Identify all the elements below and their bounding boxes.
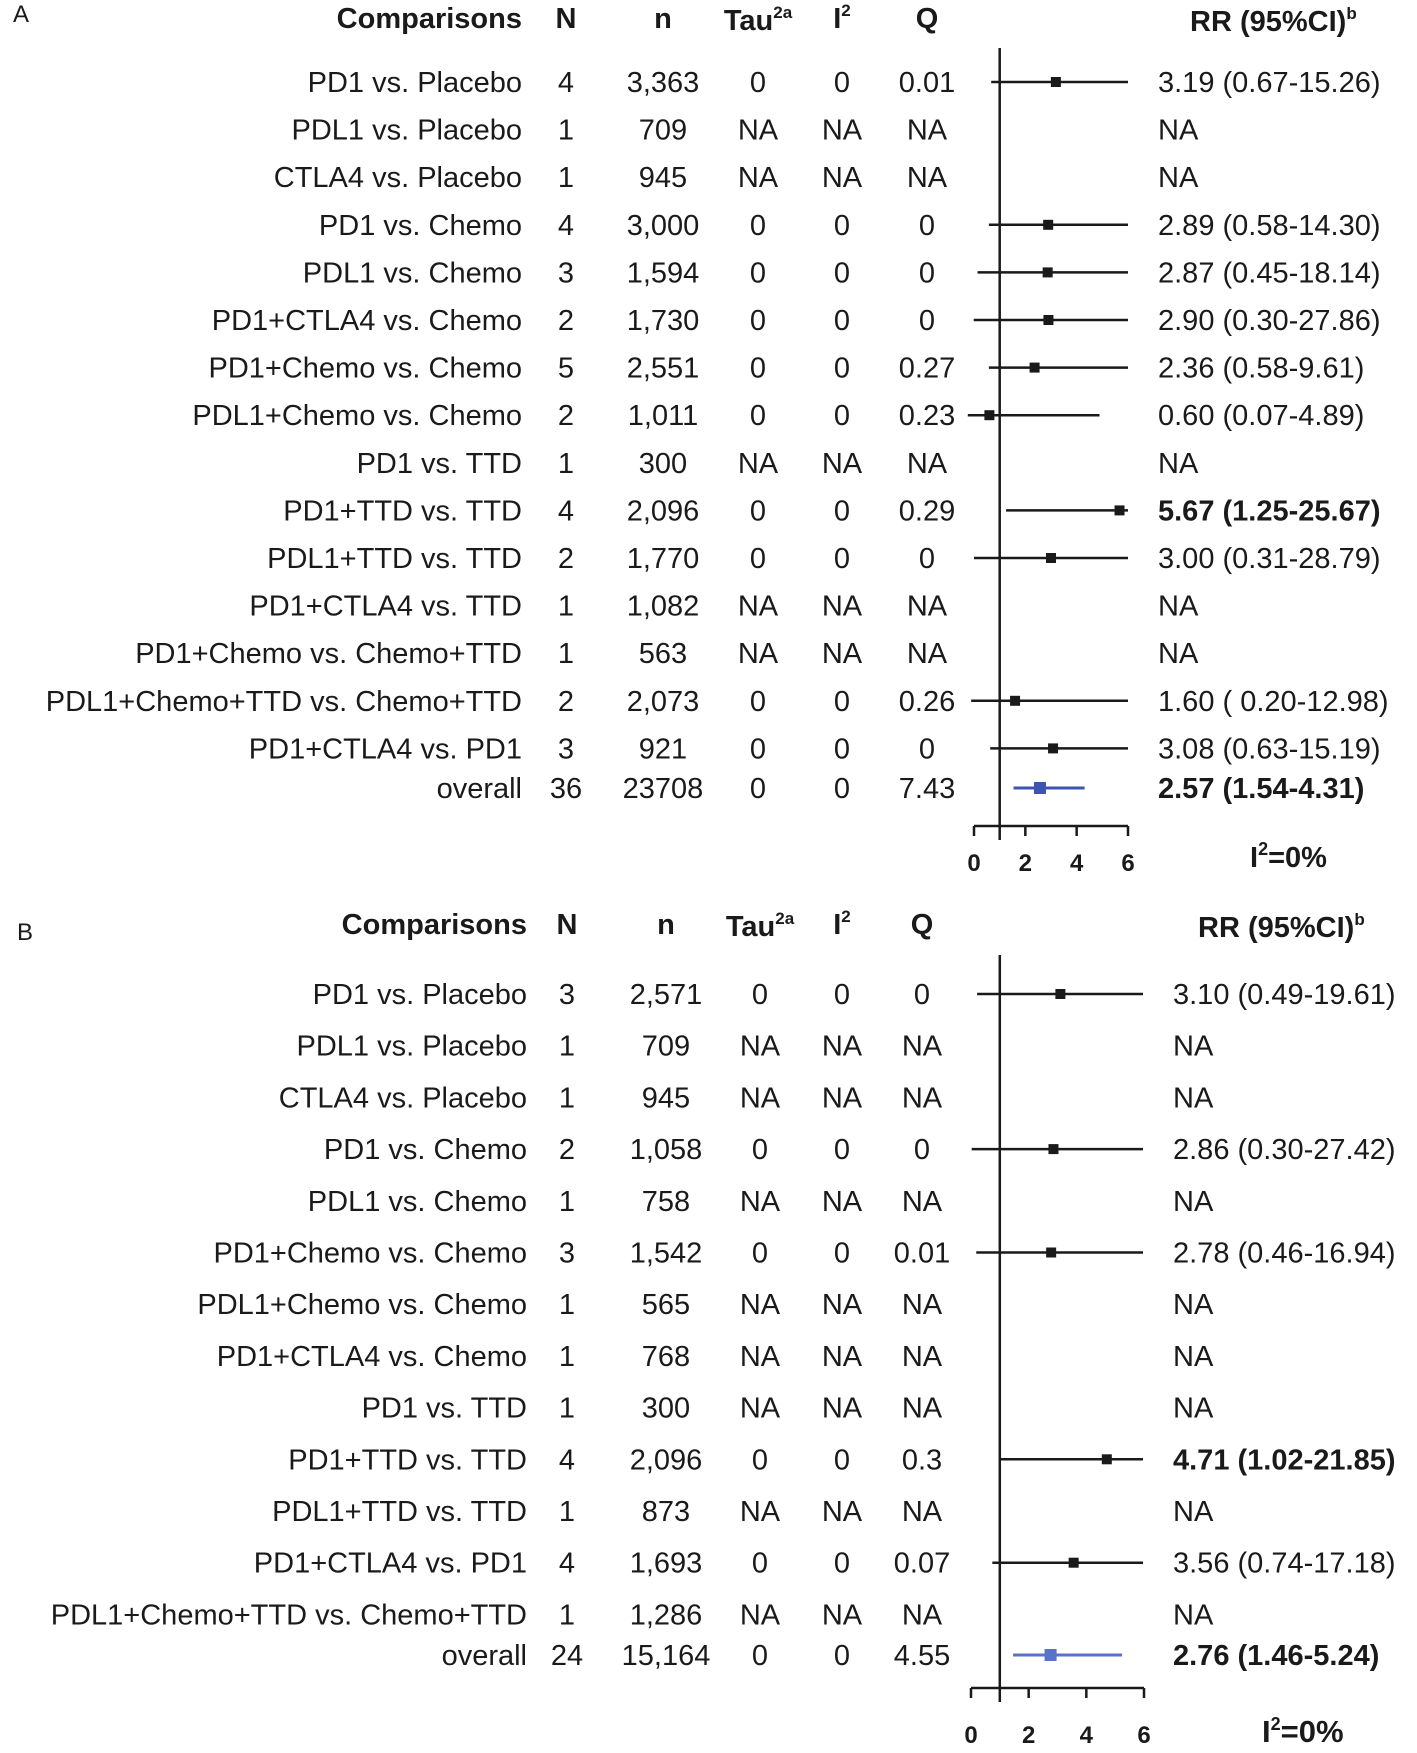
overall-n: 23708 (622, 773, 704, 805)
overall-n: 15,164 (621, 1640, 711, 1672)
row-N: 1 (558, 1185, 576, 1218)
row-n: 1,594 (626, 257, 700, 290)
row-q: 0.3 (901, 1444, 943, 1477)
header-q: Q (915, 3, 939, 35)
row-rr: NA (1158, 162, 1199, 195)
row-label: PDL1+TTD vs. TTD (272, 1496, 527, 1528)
row-label: PD1+TTD vs. TTD (288, 1444, 527, 1477)
row-i2: 0 (833, 979, 851, 1011)
row-tau2: 0 (749, 257, 767, 290)
row-i2: 0 (833, 209, 851, 242)
x-tick-label: 4 (1069, 850, 1084, 877)
row-n: 2,073 (626, 685, 700, 718)
row-q: NA (906, 447, 948, 480)
row-q: 0 (918, 257, 936, 290)
row-rr: 3.08 (0.63-15.19) (1158, 733, 1381, 766)
row-label: PDL1+Chemo+TTD vs. Chemo+TTD (45, 685, 522, 718)
overall-rr: 2.57 (1.54-4.31) (1158, 773, 1365, 805)
row-label: CTLA4 vs. Placebo (278, 1082, 527, 1115)
point-estimate (1055, 989, 1065, 999)
row-i2: NA (821, 638, 863, 671)
header-comparisons: Comparisons (336, 3, 522, 35)
row-i2: NA (821, 162, 863, 195)
row-label: PDL1 vs. Placebo (291, 114, 522, 147)
row-q: NA (901, 1082, 943, 1115)
header-tau2: Tau$^{2a}$ (723, 3, 793, 37)
row-N: 1 (557, 638, 575, 671)
row-label: PD1+Chemo vs. Chemo+TTD (135, 638, 522, 671)
row-label: PD1+CTLA4 vs. Chemo (216, 1340, 527, 1373)
row-N: 3 (558, 979, 576, 1011)
row-N: 1 (558, 1496, 576, 1528)
point-estimate (1115, 505, 1125, 515)
row-N: 1 (557, 162, 575, 195)
row-N: 4 (558, 1444, 576, 1477)
row-q: NA (901, 1340, 943, 1373)
row-n: 1,693 (629, 1547, 703, 1580)
panel-label: B (17, 919, 34, 946)
header-rr: RR $(95\%CI)^b$ (1198, 910, 1365, 944)
row-rr: NA (1173, 1496, 1214, 1528)
header-i2: $I^2$ (833, 1, 851, 35)
row-rr: 3.19 (0.67-15.26) (1158, 67, 1381, 99)
row-n: 709 (641, 1030, 691, 1063)
row-label: PDL1+TTD vs. TTD (267, 543, 522, 575)
row-rr: 3.00 (0.31-28.79) (1158, 543, 1381, 575)
row-q: 0 (913, 1134, 931, 1167)
row-tau2: NA (737, 638, 779, 671)
x-tick-label: 2 (1018, 850, 1033, 877)
row-q: 0.01 (898, 67, 956, 99)
row-n: 1,770 (626, 543, 700, 575)
overall-tau2: 0 (749, 773, 767, 805)
row-rr: 2.89 (0.58-14.30) (1158, 209, 1381, 242)
row-N: 1 (557, 447, 575, 480)
row-tau2: 0 (751, 1547, 769, 1580)
row-label: PD1 vs. Chemo (323, 1134, 527, 1167)
row-q: NA (906, 638, 948, 671)
row-i2: 0 (833, 1237, 851, 1270)
row-i2: NA (821, 1496, 863, 1528)
row-N: 2 (557, 543, 575, 575)
overall-N: 36 (549, 773, 583, 805)
row-label: PD1+CTLA4 vs. TTD (249, 590, 522, 623)
row-label: PDL1 vs. Chemo (302, 257, 522, 290)
row-rr: NA (1173, 1185, 1214, 1218)
row-q: 0 (918, 733, 936, 766)
panel-label: A (13, 1, 30, 28)
row-label: PDL1+Chemo+TTD vs. Chemo+TTD (50, 1599, 527, 1632)
row-rr: NA (1173, 1082, 1214, 1115)
row-N: 1 (558, 1030, 576, 1063)
row-i2: 0 (833, 305, 851, 337)
row-rr: NA (1158, 638, 1199, 671)
row-rr: NA (1158, 590, 1199, 623)
row-rr: NA (1158, 114, 1199, 147)
header-N: N (556, 909, 578, 941)
row-n: 2,096 (626, 495, 700, 528)
row-rr: 2.90 (0.30-27.86) (1158, 305, 1381, 337)
row-tau2: 0 (749, 543, 767, 575)
row-q: NA (901, 1496, 943, 1528)
row-N: 1 (557, 590, 575, 623)
row-rr: 0.60 (0.07-4.89) (1158, 400, 1365, 433)
row-n: 921 (638, 733, 688, 766)
row-q: NA (901, 1030, 943, 1063)
row-rr: 1.60 ( 0.20-12.98) (1158, 685, 1389, 718)
row-n: 2,096 (629, 1444, 703, 1477)
row-q: NA (901, 1185, 943, 1218)
row-tau2: 0 (749, 495, 767, 528)
row-n: 758 (641, 1185, 691, 1218)
header-n: n (654, 3, 672, 35)
row-rr: 2.78 (0.46-16.94) (1173, 1237, 1396, 1270)
row-rr: 4.71 (1.02-21.85) (1173, 1444, 1396, 1477)
row-q: 0 (918, 209, 936, 242)
row-N: 1 (558, 1289, 576, 1322)
overall-label: overall (436, 773, 522, 805)
row-label: PD1 vs. Placebo (312, 979, 527, 1011)
header-n: n (657, 909, 675, 941)
row-rr: NA (1173, 1599, 1214, 1632)
row-i2: 0 (833, 352, 851, 385)
row-tau2: NA (737, 162, 779, 195)
row-label: PD1+CTLA4 vs. PD1 (248, 733, 522, 766)
row-q: 0 (918, 305, 936, 337)
row-n: 2,551 (626, 352, 700, 385)
row-label: PDL1 vs. Placebo (296, 1030, 527, 1063)
row-tau2: 0 (749, 400, 767, 433)
row-n: 709 (638, 114, 688, 147)
row-rr: 3.56 (0.74-17.18) (1173, 1547, 1396, 1580)
row-N: 2 (557, 400, 575, 433)
point-estimate (1010, 696, 1020, 706)
row-n: 1,542 (629, 1237, 703, 1270)
overall-point-estimate (1045, 1649, 1057, 1661)
row-N: 4 (557, 495, 575, 528)
overall-N: 24 (550, 1640, 584, 1672)
row-label: PD1+TTD vs. TTD (283, 495, 522, 528)
row-rr: 2.36 (0.58-9.61) (1158, 352, 1365, 385)
row-q: 0.27 (898, 352, 956, 385)
row-i2: NA (821, 1289, 863, 1322)
row-tau2: 0 (751, 1134, 769, 1167)
row-i2: NA (821, 1340, 863, 1373)
row-n: 563 (638, 638, 688, 671)
point-estimate (1046, 1248, 1056, 1258)
header-N: N (555, 3, 577, 35)
heterogeneity-label: $I^2=0\%$ (1262, 1714, 1344, 1748)
row-i2: 0 (833, 67, 851, 99)
row-tau2: NA (739, 1030, 781, 1063)
row-tau2: NA (739, 1599, 781, 1632)
row-label: PD1+CTLA4 vs. PD1 (253, 1547, 527, 1580)
row-rr: 5.67 (1.25-25.67) (1158, 495, 1381, 528)
row-label: PDL1+Chemo vs. Chemo (192, 400, 522, 433)
point-estimate (1030, 363, 1040, 373)
overall-label: overall (441, 1640, 527, 1672)
header-tau2: Tau$^{2a}$ (725, 909, 795, 943)
row-n: 300 (638, 447, 688, 480)
row-i2: NA (821, 447, 863, 480)
row-i2: 0 (833, 1134, 851, 1167)
row-tau2: 0 (751, 1237, 769, 1270)
row-N: 5 (557, 352, 575, 385)
row-rr: NA (1173, 1340, 1214, 1373)
row-q: NA (901, 1599, 943, 1632)
row-n: 3,363 (626, 67, 700, 99)
row-label: PDL1+Chemo vs. Chemo (197, 1289, 527, 1322)
row-tau2: NA (739, 1392, 781, 1425)
overall-rr: 2.76 (1.46-5.24) (1173, 1640, 1380, 1672)
row-i2: 0 (833, 733, 851, 766)
row-N: 1 (558, 1599, 576, 1632)
point-estimate (1069, 1558, 1079, 1568)
overall-tau2: 0 (751, 1640, 769, 1672)
row-n: 1,082 (626, 590, 700, 623)
row-q: 0.07 (893, 1547, 951, 1580)
x-tick-label: 6 (1137, 1722, 1151, 1748)
row-n: 3,000 (626, 209, 700, 242)
row-tau2: 0 (749, 352, 767, 385)
row-tau2: 0 (751, 1444, 769, 1477)
row-i2: 0 (833, 1444, 851, 1477)
row-i2: NA (821, 1599, 863, 1632)
row-n: 1,058 (629, 1134, 703, 1167)
row-i2: NA (821, 1030, 863, 1063)
row-tau2: 0 (749, 733, 767, 766)
row-q: 0.29 (898, 495, 956, 528)
row-label: PDL1 vs. Chemo (307, 1185, 527, 1218)
row-q: NA (906, 162, 948, 195)
x-tick-label: 2 (1021, 1722, 1036, 1748)
row-N: 1 (557, 114, 575, 147)
row-q: 0 (918, 543, 936, 575)
row-q: NA (906, 590, 948, 623)
point-estimate (1051, 77, 1061, 87)
overall-q: 4.55 (893, 1640, 951, 1672)
row-N: 2 (557, 305, 575, 337)
row-i2: NA (821, 1392, 863, 1425)
header-q: Q (910, 909, 934, 941)
overall-i2: 0 (833, 773, 851, 805)
point-estimate (1102, 1454, 1112, 1464)
row-i2: 0 (833, 257, 851, 290)
point-estimate (1046, 553, 1056, 563)
overall-i2: 0 (833, 1640, 851, 1672)
row-rr: NA (1158, 447, 1199, 480)
row-i2: 0 (833, 543, 851, 575)
row-rr: 2.86 (0.30-27.42) (1173, 1134, 1396, 1167)
point-estimate (1048, 743, 1058, 753)
row-tau2: NA (739, 1289, 781, 1322)
row-tau2: 0 (749, 209, 767, 242)
row-label: CTLA4 vs. Placebo (273, 162, 522, 195)
row-i2: NA (821, 1082, 863, 1115)
row-label: PD1+Chemo vs. Chemo (208, 352, 522, 385)
x-tick-label: 4 (1079, 1722, 1094, 1748)
x-tick-label: 6 (1121, 850, 1135, 877)
row-N: 1 (558, 1340, 576, 1373)
row-tau2: NA (739, 1496, 781, 1528)
row-tau2: NA (739, 1185, 781, 1218)
overall-q: 7.43 (898, 773, 956, 805)
overall-point-estimate (1034, 782, 1046, 794)
row-n: 565 (641, 1289, 691, 1322)
row-n: 768 (641, 1340, 691, 1373)
row-rr: NA (1173, 1030, 1214, 1063)
point-estimate (1043, 315, 1053, 325)
row-label: PD1 vs. Placebo (307, 67, 522, 99)
header-comparisons: Comparisons (341, 909, 527, 941)
row-rr: 3.10 (0.49-19.61) (1173, 979, 1396, 1011)
row-N: 1 (558, 1392, 576, 1425)
row-N: 1 (558, 1082, 576, 1115)
row-rr: NA (1173, 1289, 1214, 1322)
row-i2: 0 (833, 495, 851, 528)
row-N: 4 (557, 209, 575, 242)
row-i2: NA (821, 114, 863, 147)
row-q: 0.01 (893, 1237, 951, 1270)
header-rr: RR $(95\%CI)^b$ (1190, 4, 1357, 38)
row-label: PD1 vs. TTD (361, 1392, 527, 1425)
row-rr: NA (1173, 1392, 1214, 1425)
row-label: PD1+CTLA4 vs. Chemo (211, 305, 522, 337)
point-estimate (1043, 267, 1053, 277)
point-estimate (1043, 220, 1053, 230)
row-n: 945 (641, 1082, 691, 1115)
x-tick-label: 0 (964, 1722, 978, 1748)
row-n: 1,286 (629, 1599, 703, 1632)
row-q: NA (901, 1289, 943, 1322)
row-tau2: NA (737, 447, 779, 480)
row-label: PD1 vs. TTD (356, 447, 522, 480)
row-q: NA (906, 114, 948, 147)
row-n: 945 (638, 162, 688, 195)
header-i2: $I^2$ (833, 907, 851, 941)
panel-b (17, 907, 1395, 1748)
row-q: NA (901, 1392, 943, 1425)
row-label: PD1 vs. Chemo (318, 209, 522, 242)
row-i2: NA (821, 590, 863, 623)
panel-a (13, 1, 1389, 877)
row-i2: NA (821, 1185, 863, 1218)
row-tau2: NA (737, 114, 779, 147)
row-tau2: 0 (749, 305, 767, 337)
row-N: 2 (557, 685, 575, 718)
row-n: 873 (641, 1496, 691, 1528)
row-N: 3 (557, 257, 575, 290)
row-N: 3 (557, 733, 575, 766)
row-N: 4 (558, 1547, 576, 1580)
row-tau2: NA (739, 1082, 781, 1115)
row-n: 300 (641, 1392, 691, 1425)
row-tau2: 0 (749, 685, 767, 718)
row-tau2: 0 (751, 979, 769, 1011)
row-i2: 0 (833, 685, 851, 718)
row-N: 2 (558, 1134, 576, 1167)
row-N: 4 (557, 67, 575, 99)
point-estimate (984, 410, 994, 420)
x-tick-label: 0 (967, 850, 981, 877)
row-tau2: NA (737, 590, 779, 623)
row-i2: 0 (833, 400, 851, 433)
row-n: 1,730 (626, 305, 700, 337)
row-i2: 0 (833, 1547, 851, 1580)
row-tau2: NA (739, 1340, 781, 1373)
row-q: 0.26 (898, 685, 956, 718)
row-rr: 2.87 (0.45-18.14) (1158, 257, 1381, 290)
row-n: 2,571 (629, 979, 703, 1011)
row-n: 1,011 (627, 400, 699, 433)
point-estimate (1048, 1144, 1058, 1154)
row-q: 0.23 (898, 400, 956, 433)
heterogeneity-label: $I^2=0\%$ (1250, 839, 1327, 874)
row-tau2: 0 (749, 67, 767, 99)
row-N: 3 (558, 1237, 576, 1270)
row-label: PD1+Chemo vs. Chemo (213, 1237, 527, 1270)
row-q: 0 (913, 979, 931, 1011)
